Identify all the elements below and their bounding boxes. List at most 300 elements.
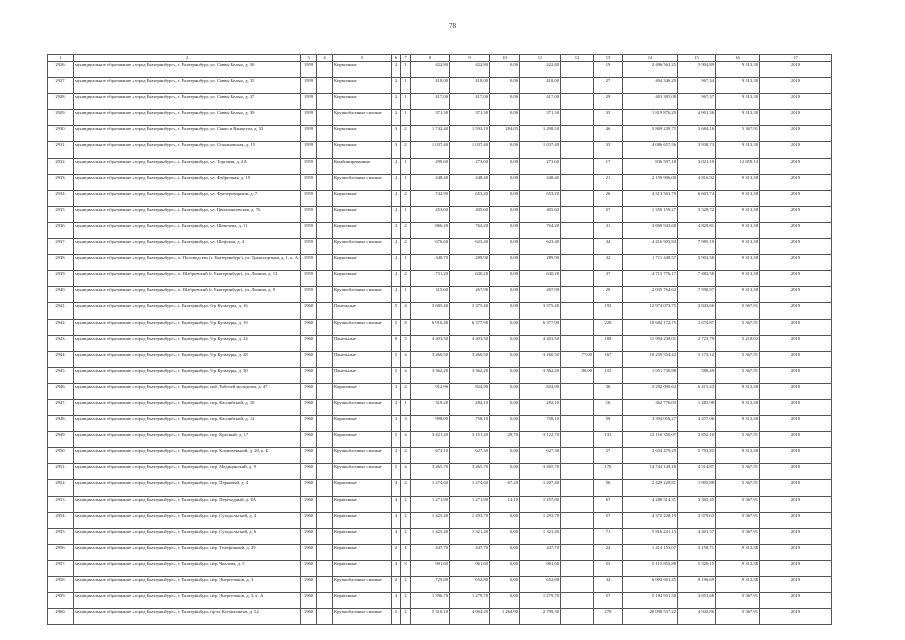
nonresidential-area-cell: 0,00 bbox=[490, 287, 520, 303]
col12-cell bbox=[561, 448, 594, 464]
col12-cell bbox=[561, 94, 594, 110]
nonresidential-area-cell: 0,00 bbox=[490, 560, 520, 576]
address-cell: муниципальное образование «город Екатеринбург», г. Екатеринбург, ул. Цвиллинговская, д. 76 bbox=[74, 206, 301, 222]
planned-year-cell: 2019 bbox=[760, 367, 832, 383]
floors-cell: 3 bbox=[392, 560, 401, 576]
residential-area-cell: 2 799,30 bbox=[520, 609, 561, 625]
col4-cell bbox=[317, 512, 333, 528]
residents-cell: 32 bbox=[594, 577, 623, 593]
nonresidential-area-cell: 1 264,90 bbox=[490, 609, 520, 625]
living-area-cell: 1 037,40 bbox=[450, 142, 490, 158]
residential-area-cell: 4 403,50 bbox=[520, 335, 561, 351]
floors-cell: 4 bbox=[392, 512, 401, 528]
col4-cell bbox=[317, 367, 333, 383]
table-row bbox=[48, 62, 832, 78]
column-number-13: 13 bbox=[594, 55, 623, 62]
repair-cost-cell: 3 690 943,68 bbox=[623, 222, 678, 238]
repair-cost-cell: 6 003 601,45 bbox=[623, 577, 678, 593]
column-number-16: 16 bbox=[716, 55, 760, 62]
floors-cell: 2 bbox=[392, 110, 401, 126]
unit-cost-cell: 4 051,68 bbox=[678, 593, 716, 609]
table-row bbox=[48, 351, 832, 367]
col4-cell bbox=[317, 158, 333, 174]
max-unit-cost-cell: 9 313,38 bbox=[716, 206, 760, 222]
floors-cell: 2 bbox=[392, 287, 401, 303]
address-cell: муниципальное образование «город Екатеринбург», г. Екатеринбург, ул. Саввы Белых, д. 35 bbox=[74, 78, 301, 94]
row-number: 2932. bbox=[48, 158, 74, 174]
year-built-cell: 1960 bbox=[301, 544, 317, 560]
unit-cost-cell: 5 904,89 bbox=[678, 62, 716, 78]
table-row bbox=[48, 560, 832, 576]
wall-material-cell: Кирпичные bbox=[333, 544, 392, 560]
row-number: 2960. bbox=[48, 609, 74, 625]
nonresidential-area-cell: 0,00 bbox=[490, 206, 520, 222]
nonresidential-area-cell: 0,00 bbox=[490, 319, 520, 335]
repair-cost-cell: 4 280 514,31 bbox=[623, 496, 678, 512]
planned-year-cell: 2019 bbox=[760, 78, 832, 94]
row-number: 2958. bbox=[48, 577, 74, 593]
max-unit-cost-cell: 9 313,38 bbox=[716, 110, 760, 126]
residents-cell: 27 bbox=[594, 78, 623, 94]
table-row bbox=[48, 577, 832, 593]
row-number: 2947. bbox=[48, 399, 74, 415]
table-row bbox=[48, 528, 832, 544]
residents-cell: 33 bbox=[594, 142, 623, 158]
year-built-cell: 1959 bbox=[301, 62, 317, 78]
residential-area-cell: 3 375,40 bbox=[520, 303, 561, 319]
address-cell: муниципальное образование «город Екатеринбург», г. Екатеринбург, пер. Суходольский, д. 4 bbox=[74, 512, 301, 528]
column-number-row bbox=[48, 55, 832, 62]
residential-area-cell: 3 362,20 bbox=[520, 367, 561, 383]
total-area-cell: 299,60 bbox=[411, 158, 450, 174]
max-unit-cost-cell: 9 313,38 bbox=[716, 399, 760, 415]
col12-cell bbox=[561, 480, 594, 496]
repair-cost-cell: 1 414 153,07 bbox=[623, 544, 678, 560]
row-number: 2944. bbox=[48, 351, 74, 367]
address-cell: муниципальное образование «город Екатеринбург», п. Шабровский (г. Екатеринбург), ул. Ленина, д. 13 bbox=[74, 271, 301, 287]
row-number: 2933. bbox=[48, 174, 74, 190]
planned-year-cell: 2019 bbox=[760, 287, 832, 303]
address-cell: муниципальное образование «город Екатеринбург», г. Екатеринбург, б-р Культуры, д. 24 bbox=[74, 335, 301, 351]
col4-cell bbox=[317, 222, 333, 238]
entrances-cell: 2 bbox=[401, 609, 411, 625]
living-area-cell: 371,30 bbox=[450, 110, 490, 126]
nonresidential-area-cell: 0,00 bbox=[490, 271, 520, 287]
residential-area-cell: 267,90 bbox=[520, 287, 561, 303]
entrances-cell: 2 bbox=[401, 577, 411, 593]
col4-cell bbox=[317, 399, 333, 415]
row-number: 2953. bbox=[48, 496, 74, 512]
address-cell: муниципальное образование «город Екатеринбург», г. Екатеринбург, ул. Саввы Белых, д. 37 bbox=[74, 94, 301, 110]
housing-register-table bbox=[47, 54, 832, 625]
repair-cost-cell: 5 869 239,75 bbox=[623, 126, 678, 142]
address-cell: муниципальное образование «город Екатеринбург», г. Екатеринбург, ул. Фрезеровщиков, д. 7 bbox=[74, 190, 301, 206]
entrances-cell: 2 bbox=[401, 593, 411, 609]
col12-cell bbox=[561, 142, 594, 158]
floors-cell: 2 bbox=[392, 239, 401, 255]
repair-cost-cell: 1 819 876,29 bbox=[623, 110, 678, 126]
floors-cell: 5 bbox=[392, 319, 401, 335]
unit-cost-cell: 580,49 bbox=[678, 367, 716, 383]
total-area-cell: 371,30 bbox=[411, 110, 450, 126]
row-number: 2926. bbox=[48, 62, 74, 78]
unit-cost-cell: 1 905,88 bbox=[678, 480, 716, 496]
row-number: 2950. bbox=[48, 448, 74, 464]
floors-cell: 2 bbox=[392, 174, 401, 190]
unit-cost-cell: 4 816,92 bbox=[678, 174, 716, 190]
col4-cell bbox=[317, 416, 333, 432]
nonresidential-area-cell: 0,00 bbox=[490, 335, 520, 351]
entrances-cell: 1 bbox=[401, 255, 411, 271]
planned-year-cell: 2019 bbox=[760, 174, 832, 190]
address-cell: муниципальное образование «город Екатеринбург», г. Екатеринбург, ул. Торговая, д. 2А bbox=[74, 158, 301, 174]
address-cell: муниципальное образование «город Екатеринбург», г. Екатеринбург, б-р Культуры, д. 30 bbox=[74, 367, 301, 383]
nonresidential-area-cell: 0,00 bbox=[490, 110, 520, 126]
entrances-cell: 4 bbox=[401, 432, 411, 448]
residential-area-cell: 418,00 bbox=[520, 78, 561, 94]
column-number-10: 10 bbox=[490, 55, 520, 62]
row-number: 2943. bbox=[48, 335, 74, 351]
unit-cost-cell: 6 603,74 bbox=[678, 190, 716, 206]
residents-cell: 71 bbox=[594, 528, 623, 544]
residential-area-cell: 422,80 bbox=[520, 62, 561, 78]
planned-year-cell: 2019 bbox=[760, 303, 832, 319]
row-number: 2942. bbox=[48, 319, 74, 335]
residential-area-cell: 273,60 bbox=[520, 158, 561, 174]
floors-cell: 3 bbox=[392, 416, 401, 432]
wall-material-cell: Кирпичные bbox=[333, 416, 392, 432]
repair-cost-cell: 2 496 562,25 bbox=[623, 62, 678, 78]
unit-cost-cell: 3 379,63 bbox=[678, 512, 716, 528]
wall-material-cell: Крупноблочные силикат bbox=[333, 577, 392, 593]
col4-cell bbox=[317, 271, 333, 287]
col12-cell bbox=[561, 255, 594, 271]
residents-cell: 188 bbox=[594, 335, 623, 351]
year-built-cell: 1960 bbox=[301, 448, 317, 464]
col4-cell bbox=[317, 110, 333, 126]
col4-cell bbox=[317, 560, 333, 576]
repair-cost-cell: 1 711 448,57 bbox=[623, 255, 678, 271]
entrances-cell: 2 bbox=[401, 480, 411, 496]
planned-year-cell: 2019 bbox=[760, 206, 832, 222]
residents-cell: 167 bbox=[594, 351, 623, 367]
residential-area-cell: 1 293,70 bbox=[520, 512, 561, 528]
unit-cost-cell: 5 320,15 bbox=[678, 560, 716, 576]
residents-cell: 35 bbox=[594, 110, 623, 126]
row-number: 2959. bbox=[48, 593, 74, 609]
address-cell: муниципальное образование «город Екатеринбург», г. Екатеринбург, ул. Саввы Белых, д. 30 bbox=[74, 62, 301, 78]
living-area-cell: 3 260,50 bbox=[450, 351, 490, 367]
floors-cell: 2 bbox=[392, 448, 401, 464]
year-built-cell: 1960 bbox=[301, 367, 317, 383]
residential-area-cell: 653,20 bbox=[520, 190, 561, 206]
nonresidential-area-cell: 284,05 bbox=[490, 126, 520, 142]
wall-material-cell: Крупноблочные силикат bbox=[333, 239, 392, 255]
planned-year-cell: 2019 bbox=[760, 432, 832, 448]
entrances-cell: 4 bbox=[401, 303, 411, 319]
living-area-cell: 6 377,90 bbox=[450, 319, 490, 335]
residents-cell: 57 bbox=[594, 206, 623, 222]
residential-area-cell: 824,90 bbox=[520, 383, 561, 399]
address-cell: муниципальное образование «город Екатеринбург», г. Екатеринбург, пер. Телефонный, д. 29 bbox=[74, 544, 301, 560]
column-number-1: 1 bbox=[48, 55, 74, 62]
unit-cost-cell: 3 852,10 bbox=[678, 432, 716, 448]
unit-cost-cell: 3 843,66 bbox=[678, 303, 716, 319]
row-number: 2945. bbox=[48, 367, 74, 383]
floors-cell: 3 bbox=[392, 383, 401, 399]
residents-cell: 21 bbox=[594, 174, 623, 190]
unit-cost-cell: 4 514,87 bbox=[678, 464, 716, 480]
row-number: 2936. bbox=[48, 222, 74, 238]
year-built-cell: 1960 bbox=[301, 577, 317, 593]
living-area-cell: 627,30 bbox=[450, 448, 490, 464]
living-area-cell: 1 293,70 bbox=[450, 512, 490, 528]
address-cell: муниципальное образование «город Екатеринбург», г. Екатеринбург, пер. Медицинский, д. 9 bbox=[74, 464, 301, 480]
table-row bbox=[48, 158, 832, 174]
planned-year-cell: 2019 bbox=[760, 577, 832, 593]
year-built-cell: 1960 bbox=[301, 512, 317, 528]
table-row bbox=[48, 142, 832, 158]
unit-cost-cell: 9 196,69 bbox=[678, 577, 716, 593]
wall-material-cell: Кирпичные bbox=[333, 222, 392, 238]
planned-year-cell: 2019 bbox=[760, 319, 832, 335]
residents-cell: 19 bbox=[594, 62, 623, 78]
row-number: 2930. bbox=[48, 126, 74, 142]
nonresidential-area-cell: 0,00 bbox=[490, 416, 520, 432]
nonresidential-area-cell: 28,70 bbox=[490, 432, 520, 448]
planned-year-cell: 2019 bbox=[760, 480, 832, 496]
nonresidential-area-cell: 0,00 bbox=[490, 448, 520, 464]
row-number: 2956. bbox=[48, 544, 74, 560]
table-row bbox=[48, 222, 832, 238]
nonresidential-area-cell: 67,20 bbox=[490, 480, 520, 496]
table-row bbox=[48, 319, 832, 335]
total-area-cell: 1 742,40 bbox=[411, 126, 450, 142]
unit-cost-cell: 3 938,73 bbox=[678, 142, 716, 158]
max-unit-cost-cell: 9 313,38 bbox=[716, 142, 760, 158]
max-unit-cost-cell: 5 367,91 bbox=[716, 464, 760, 480]
col4-cell bbox=[317, 448, 333, 464]
col12-cell: 80,00 bbox=[561, 367, 594, 383]
repair-cost-cell: 14 744 149,18 bbox=[623, 464, 678, 480]
living-area-cell: 289,90 bbox=[450, 255, 490, 271]
col4-cell bbox=[317, 432, 333, 448]
unit-cost-cell: 4 401,57 bbox=[678, 528, 716, 544]
living-area-cell: 405,60 bbox=[450, 206, 490, 222]
floors-cell: 4 bbox=[392, 528, 401, 544]
planned-year-cell: 2019 bbox=[760, 593, 832, 609]
col12-cell bbox=[561, 383, 594, 399]
col12-cell bbox=[561, 287, 594, 303]
residential-area-cell: 1 279,70 bbox=[520, 593, 561, 609]
table-row bbox=[48, 512, 832, 528]
living-area-cell: 3 151,40 bbox=[450, 432, 490, 448]
column-number-12: 12 bbox=[561, 55, 594, 62]
address-cell: муниципальное образование «город Екатеринбург», г. Екатеринбург, пер. Переходный, д. 8А bbox=[74, 496, 301, 512]
residents-cell: 46 bbox=[594, 126, 623, 142]
row-number: 2934. bbox=[48, 190, 74, 206]
total-area-cell: 6 910,40 bbox=[411, 319, 450, 335]
col4-cell bbox=[317, 62, 333, 78]
wall-material-cell: Кирпичные bbox=[333, 512, 392, 528]
floors-cell: 5 bbox=[392, 367, 401, 383]
residential-area-cell: 1 207,40 bbox=[520, 480, 561, 496]
entrances-cell: 4 bbox=[401, 367, 411, 383]
year-built-cell: 1959 bbox=[301, 255, 317, 271]
wall-material-cell: Кирпичные bbox=[333, 383, 392, 399]
col12-cell bbox=[561, 496, 594, 512]
residential-area-cell: 764,20 bbox=[520, 222, 561, 238]
col12-cell bbox=[561, 399, 594, 415]
repair-cost-cell: 5 115 853,88 bbox=[623, 560, 678, 576]
floors-cell: 5 bbox=[392, 303, 401, 319]
floors-cell: 2 bbox=[392, 544, 401, 560]
living-area-cell: 422,80 bbox=[450, 62, 490, 78]
col12-cell bbox=[561, 190, 594, 206]
total-area-cell: 447,70 bbox=[411, 544, 450, 560]
address-cell: муниципальное образование «город Екатеринбург», г. Екатеринбург, ул. Стахановская, д. 15 bbox=[74, 142, 301, 158]
entrances-cell: 2 bbox=[401, 496, 411, 512]
year-built-cell: 1960 bbox=[301, 609, 317, 625]
table-row bbox=[48, 94, 832, 110]
entrances-cell: 1 bbox=[401, 158, 411, 174]
residents-cell: 67 bbox=[594, 496, 623, 512]
row-number: 2955. bbox=[48, 528, 74, 544]
year-built-cell: 1960 bbox=[301, 480, 317, 496]
nonresidential-area-cell: 0,00 bbox=[490, 190, 520, 206]
col4-cell bbox=[317, 206, 333, 222]
max-unit-cost-cell: 5 218,02 bbox=[716, 335, 760, 351]
table-row bbox=[48, 255, 832, 271]
entrances-cell: 1 bbox=[401, 78, 411, 94]
residents-cell: 29 bbox=[594, 94, 623, 110]
address-cell: муниципальное образование «город Екатеринбург», г. Екатеринбург, пер. Чкалова, д. 5 bbox=[74, 560, 301, 576]
residents-cell: 57 bbox=[594, 512, 623, 528]
nonresidential-area-cell: 0,00 bbox=[490, 62, 520, 78]
repair-cost-cell: 20 098 537,22 bbox=[623, 609, 678, 625]
nonresidential-area-cell: 0,00 bbox=[490, 399, 520, 415]
year-built-cell: 1960 bbox=[301, 432, 317, 448]
entrances-cell: 1 bbox=[401, 110, 411, 126]
max-unit-cost-cell: 5 367,91 bbox=[716, 496, 760, 512]
entrances-cell: 3 bbox=[401, 416, 411, 432]
column-number-15: 15 bbox=[678, 55, 716, 62]
wall-material-cell: Кирпичные bbox=[333, 496, 392, 512]
repair-cost-cell: 1 350 159,27 bbox=[623, 206, 678, 222]
year-built-cell: 1959 bbox=[301, 126, 317, 142]
total-area-cell: 315,60 bbox=[411, 287, 450, 303]
wall-material-cell: Крупноблочные силикат bbox=[333, 319, 392, 335]
max-unit-cost-cell: 5 367,91 bbox=[716, 432, 760, 448]
repair-cost-cell: 4 416 905,84 bbox=[623, 239, 678, 255]
floors-cell: 5 bbox=[392, 432, 401, 448]
row-number: 2937. bbox=[48, 239, 74, 255]
entrances-cell: 2 bbox=[401, 528, 411, 544]
col4-cell bbox=[317, 528, 333, 544]
address-cell: муниципальное образование «город Екатеринбург», г. Екатеринбург, ул. Саввы Белых, д. 39 bbox=[74, 110, 301, 126]
residents-cell: 278 bbox=[594, 609, 623, 625]
year-built-cell: 1960 bbox=[301, 335, 317, 351]
row-number: 2938. bbox=[48, 255, 74, 271]
max-unit-cost-cell: 5 367,91 bbox=[716, 351, 760, 367]
nonresidential-area-cell: 0,00 bbox=[490, 383, 520, 399]
col12-cell bbox=[561, 126, 594, 142]
unit-cost-cell: 5 793,85 bbox=[678, 448, 716, 464]
table-row bbox=[48, 239, 832, 255]
residential-area-cell: 1 298,50 bbox=[520, 126, 561, 142]
entrances-cell: 8 bbox=[401, 319, 411, 335]
col12-cell bbox=[561, 62, 594, 78]
nonresidential-area-cell: 0,00 bbox=[490, 174, 520, 190]
wall-material-cell: Кирпичные bbox=[333, 432, 392, 448]
col4-cell bbox=[317, 351, 333, 367]
nonresidential-area-cell: 14,10 bbox=[490, 496, 520, 512]
total-area-cell: 3 265,70 bbox=[411, 464, 450, 480]
address-cell: муниципальное образование «город Екатеринбург», г. Екатеринбург, пер. Суходольский, д. 6 bbox=[74, 528, 301, 544]
floors-cell: 4 bbox=[392, 593, 401, 609]
total-area-cell: 5 310,10 bbox=[411, 609, 450, 625]
total-area-cell: 1 037,40 bbox=[411, 142, 450, 158]
residents-cell: 53 bbox=[594, 560, 623, 576]
total-area-cell: 912,90 bbox=[411, 383, 450, 399]
living-area-cell: 3 362,20 bbox=[450, 367, 490, 383]
floors-cell: 4 bbox=[392, 496, 401, 512]
year-built-cell: 1960 bbox=[301, 303, 317, 319]
repair-cost-cell: 12 116 350,07 bbox=[623, 432, 678, 448]
entrances-cell: 2 bbox=[401, 448, 411, 464]
col4-cell bbox=[317, 239, 333, 255]
column-number-17: 17 bbox=[760, 55, 832, 62]
total-area-cell: 319,20 bbox=[411, 399, 450, 415]
wall-material-cell: Кирпичные bbox=[333, 126, 392, 142]
address-cell: муниципальное образование «город Екатеринбург», г. Екатеринбург, ул. Шефская, д. 4 bbox=[74, 239, 301, 255]
wall-material-cell: Кирпичные bbox=[333, 528, 392, 544]
nonresidential-area-cell: 0,00 bbox=[490, 142, 520, 158]
repair-cost-cell: 403 395,08 bbox=[623, 94, 678, 110]
total-area-cell: 340,70 bbox=[411, 255, 450, 271]
wall-material-cell: Крупноблочные силикат bbox=[333, 609, 392, 625]
total-area-cell: 448,40 bbox=[411, 174, 450, 190]
table-row bbox=[48, 174, 832, 190]
residents-cell: 228 bbox=[594, 319, 623, 335]
entrances-cell: 2 bbox=[401, 190, 411, 206]
residents-cell: 56 bbox=[594, 480, 623, 496]
col4-cell bbox=[317, 287, 333, 303]
living-area-cell: 623,40 bbox=[450, 239, 490, 255]
unit-cost-cell: 1 674,87 bbox=[678, 319, 716, 335]
residential-area-cell: 447,70 bbox=[520, 544, 561, 560]
entrances-cell: 1 bbox=[401, 287, 411, 303]
year-built-cell: 1959 bbox=[301, 78, 317, 94]
max-unit-cost-cell: 9 313,38 bbox=[716, 239, 760, 255]
wall-material-cell: Кирпичные bbox=[333, 271, 392, 287]
entrances-cell: 4 bbox=[401, 464, 411, 480]
col4-cell bbox=[317, 593, 333, 609]
floors-cell: 9 bbox=[392, 335, 401, 351]
column-number-6: 6 bbox=[392, 55, 401, 62]
column-number-9: 9 bbox=[450, 55, 490, 62]
residents-cell: 16 bbox=[594, 399, 623, 415]
planned-year-cell: 2019 bbox=[760, 271, 832, 287]
living-area-cell: 1 593,10 bbox=[450, 126, 490, 142]
residents-cell: 31 bbox=[594, 222, 623, 238]
wall-material-cell: Кирпичные bbox=[333, 142, 392, 158]
floors-cell: 2 bbox=[392, 78, 401, 94]
living-area-cell: 1 274,60 bbox=[450, 480, 490, 496]
max-unit-cost-cell: 9 313,38 bbox=[716, 222, 760, 238]
planned-year-cell: 2019 bbox=[760, 464, 832, 480]
planned-year-cell: 2019 bbox=[760, 399, 832, 415]
